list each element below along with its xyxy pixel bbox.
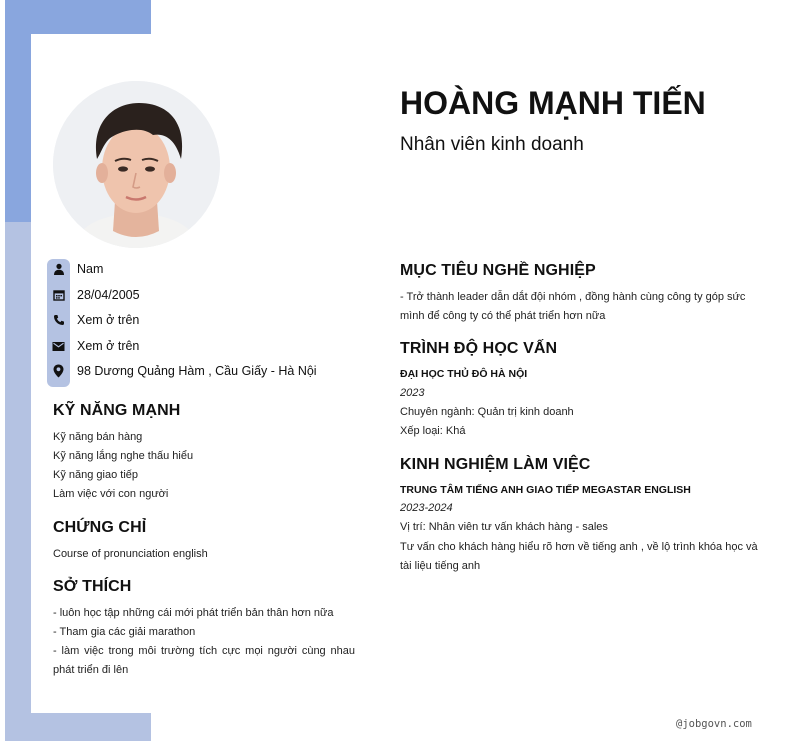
- contact-birthday: [47, 283, 367, 307]
- objective-text: - Trở thành leader dẫn dắt đội nhóm , đồng hành cùng công ty góp sức mình để công ty có thể phát triển hơn nữa: [400, 291, 746, 322]
- company-name: TRUNG TÂM TIẾNG ANH GIAO TIẾP MEGASTAR ENGLISH: [400, 484, 691, 496]
- objective-heading: MỤC TIÊU NGHỀ NGHIỆP: [400, 262, 596, 279]
- certificates-heading: CHỨNG CHỈ: [53, 519, 147, 536]
- phone-icon: [47, 308, 70, 332]
- email-text: Xem ở trên: [77, 339, 140, 353]
- hobbies-heading: SỞ THÍCH: [53, 578, 132, 595]
- school-name: ĐẠI HỌC THỦ ĐÔ HÀ NỘI: [400, 368, 528, 380]
- education-rank: Xếp loại: Khá: [400, 425, 466, 437]
- skill-item: Làm việc với con người: [53, 488, 169, 500]
- hobby-item: - luôn học tập những cái mới phát triển bản thân hơn nữa: [53, 607, 334, 619]
- education-major: Chuyên ngành: Quản trị kinh doanh: [400, 406, 574, 418]
- skill-item: Kỹ năng bán hàng: [53, 431, 143, 443]
- education-heading: TRÌNH ĐỘ HỌC VẤN: [400, 340, 558, 357]
- address-text: 98 Dương Quảng Hàm , Cầu Giấy - Hà Nội: [77, 364, 317, 378]
- person-icon: [47, 257, 70, 281]
- experience-position: Vị trí: Nhân viên tư vấn khách hàng - sales: [400, 521, 608, 533]
- gender-text: Nam: [77, 262, 104, 276]
- contact-gender: [47, 257, 367, 281]
- education-year: 2023: [400, 387, 425, 399]
- contact-address: [47, 359, 367, 383]
- calendar-icon: [47, 283, 70, 307]
- watermark: @jobgovn.com: [676, 718, 752, 730]
- experience-description: Tư vấn cho khách hàng hiểu rõ hơn về tiếng anh , về lộ trình khóa học và tài liệu tiếng anh: [400, 541, 758, 572]
- experience-heading: KINH NGHIỆM LÀM VIỆC: [400, 456, 591, 473]
- mail-icon: [47, 334, 70, 358]
- experience-period: 2023-2024: [400, 502, 453, 514]
- skill-item: Kỹ năng giao tiếp: [53, 469, 139, 481]
- avatar: [53, 81, 220, 248]
- location-icon: [47, 359, 70, 383]
- contact-email: [47, 334, 367, 358]
- skill-item: Kỹ năng lắng nghe thấu hiểu: [53, 450, 194, 462]
- candidate-role: Nhân viên kinh doanh: [400, 134, 584, 155]
- candidate-name: HOÀNG MẠNH TIẾN: [400, 85, 706, 121]
- hobby-item: - Tham gia các giải marathon: [53, 626, 196, 638]
- skills-heading: KỸ NĂNG MẠNH: [53, 402, 181, 419]
- birthday-text: 28/04/2005: [77, 288, 140, 302]
- hobby-item: - làm việc trong môi trường tích cực mọi người cùng nhau phát triển đi lên: [53, 645, 355, 676]
- contact-phone: [47, 308, 367, 332]
- certificate-item: Course of pronunciation english: [53, 548, 208, 560]
- phone-text: Xem ở trên: [77, 313, 140, 327]
